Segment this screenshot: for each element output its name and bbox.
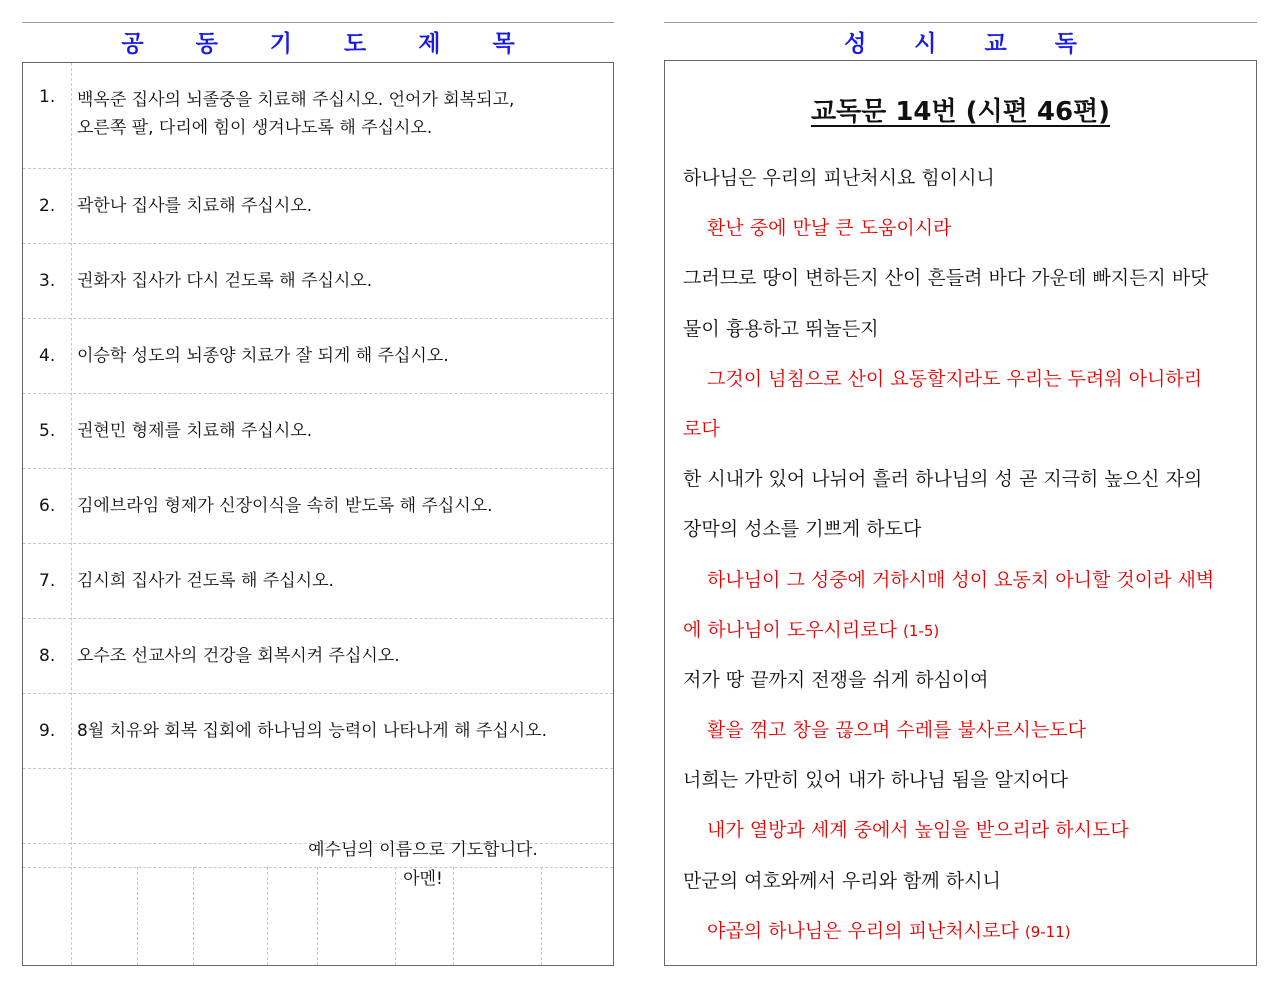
prayer-item <box>23 318 613 394</box>
responsive-reading-header <box>664 22 1257 59</box>
prayer-item-line: 오른쪽 팔, 다리에 힘이 생겨나도록 해 주십시오. <box>77 118 433 138</box>
psalm-line <box>683 354 1250 404</box>
prayer-item-number: 7. <box>39 570 56 591</box>
prayer-item-text <box>77 417 603 445</box>
prayer-item <box>23 618 613 694</box>
prayer-item-text <box>77 492 603 520</box>
psalm-line-text: 활을 꺾고 창을 끊으며 수레를 불사르시는도다 <box>707 719 1086 742</box>
psalm-line-text: 내가 열방과 세계 중에서 높임을 받으리라 하시도다 <box>707 819 1129 842</box>
prayer-item-number: 5. <box>39 420 56 441</box>
psalm-line-text: 그러므로 땅이 변하든지 산이 흔들려 바다 가운데 빠지든지 바닷 <box>683 267 1209 290</box>
prayer-item <box>23 63 613 169</box>
header-char: 공 <box>121 30 144 57</box>
prayer-item <box>23 543 613 619</box>
header-char: 시 <box>914 30 937 57</box>
responsive-reading-box <box>664 60 1257 966</box>
prayer-item-text <box>77 342 603 370</box>
footer-guide <box>395 867 396 965</box>
header-char: 교 <box>984 30 1007 57</box>
prayer-item-number: 3. <box>39 270 56 291</box>
closing-prayer <box>223 836 623 894</box>
prayer-item-line: 백옥준 집사의 뇌졸중을 치료해 주십시오. 언어가 회복되고, <box>77 90 515 110</box>
psalm-line <box>683 404 1250 454</box>
prayer-item-number: 1. <box>39 87 56 107</box>
psalm-line-text: 장막의 성소를 기쁘게 하도다 <box>683 518 922 541</box>
prayer-item <box>23 468 613 544</box>
psalm-line <box>683 504 1250 554</box>
footer-guide <box>267 867 268 965</box>
psalm-line <box>683 655 1250 705</box>
psalm-line <box>683 705 1250 755</box>
psalm-line <box>683 203 1250 253</box>
prayer-item-number: 9. <box>39 720 56 741</box>
psalm-line <box>683 454 1250 504</box>
footer-guide <box>453 867 454 965</box>
psalm-line-text: 저가 땅 끝까지 전쟁을 쉬게 하심이여 <box>683 668 989 691</box>
prayer-list-box <box>22 62 614 966</box>
prayer-item-line: 오수조 선교사의 건강을 회복시켜 주십시오. <box>77 645 400 666</box>
prayer-item-text <box>77 86 603 142</box>
header-char: 기 <box>269 30 292 57</box>
closing-line-1: 예수님의 이름으로 기도합니다. <box>308 840 538 860</box>
prayer-item-text <box>77 567 603 595</box>
empty-row <box>23 768 613 844</box>
prayer-item-number: 2. <box>39 195 56 216</box>
prayer-item-text <box>77 717 603 745</box>
psalm-line-text: 그것이 넘침으로 산이 요동할지라도 우리는 두려워 아니하리 <box>707 367 1203 390</box>
verse-reference: (9-11) <box>1024 922 1071 941</box>
psalm-line-text: 만군의 여호와께서 우리와 함께 하시니 <box>683 869 1001 892</box>
reading-title: 교독문 14번 (시편 46편) <box>810 97 1111 127</box>
psalm-line <box>683 906 1250 956</box>
header-char: 제 <box>418 30 441 57</box>
footer-guide <box>541 867 542 965</box>
prayer-item-text <box>77 192 603 220</box>
psalm-line <box>683 253 1250 303</box>
psalm-line-text: 야곱의 하나님은 우리의 피난처시로다 <box>707 919 1019 942</box>
prayer-item-number: 4. <box>39 345 56 366</box>
footer-divider <box>23 867 613 868</box>
psalm-line <box>683 805 1250 855</box>
psalm-line <box>683 856 1250 906</box>
psalm-line-text: 한 시내가 있어 나뉘어 흘러 하나님의 성 곧 지극히 높으신 자의 <box>683 468 1203 491</box>
psalm-line-text: 로다 <box>683 417 720 440</box>
prayer-item-number: 8. <box>39 645 56 666</box>
prayer-item <box>23 393 613 469</box>
psalm-line <box>683 153 1250 203</box>
prayer-item-line: 곽한나 집사를 치료해 주십시오. <box>77 195 313 216</box>
psalm-line <box>683 304 1250 354</box>
psalm-line-text: 환난 중에 만날 큰 도움이시라 <box>707 217 952 240</box>
psalm-line-text: 에 하나님이 도우시리로다 <box>683 618 897 641</box>
prayer-item <box>23 168 613 244</box>
verse-reference: (1-5) <box>903 621 940 640</box>
footer-guide <box>317 867 318 965</box>
psalm-line <box>683 605 1250 655</box>
header-char: 독 <box>1054 30 1077 57</box>
header-char: 동 <box>195 30 218 57</box>
psalm-line-text: 하나님이 그 성중에 거하시매 성이 요동치 아니할 것이라 새벽 <box>707 568 1215 591</box>
prayer-item <box>23 243 613 319</box>
psalm-line-text: 너희는 가만히 있어 내가 하나님 됨을 알지어다 <box>683 769 1068 792</box>
psalm-line <box>683 755 1250 805</box>
prayer-item-number: 6. <box>39 495 56 516</box>
header-char: 도 <box>344 30 367 57</box>
prayer-item-text <box>77 642 603 670</box>
prayer-item-line: 김에브라임 형제가 신장이식을 속히 받도록 해 주십시오. <box>77 495 493 516</box>
closing-line-2: 아멘! <box>403 869 443 889</box>
prayer-item-line: 권화자 집사가 다시 걷도록 해 주십시오. <box>77 270 373 291</box>
psalm-text <box>683 153 1250 956</box>
prayer-item-line: 권현민 형제를 치료해 주십시오. <box>77 420 313 441</box>
prayer-list-header <box>22 22 614 59</box>
psalm-line-text: 물이 흉용하고 뛰놀든지 <box>683 317 879 340</box>
psalm-line <box>683 555 1250 605</box>
footer-guide <box>193 867 194 965</box>
prayer-item-line: 이승학 성도의 뇌종양 치료가 잘 되게 해 주십시오. <box>77 345 449 366</box>
prayer-item-text <box>77 267 603 295</box>
header-char: 성 <box>844 30 867 57</box>
prayer-item <box>23 693 613 769</box>
footer-guide <box>137 867 138 965</box>
prayer-item-line: 8월 치유와 회복 집회에 하나님의 능력이 나타나게 해 주십시오. <box>77 720 547 741</box>
prayer-item-line: 김시희 집사가 걷도록 해 주십시오. <box>77 570 334 591</box>
header-char: 목 <box>492 30 515 57</box>
psalm-line-text: 하나님은 우리의 피난처시요 힘이시니 <box>683 167 995 189</box>
